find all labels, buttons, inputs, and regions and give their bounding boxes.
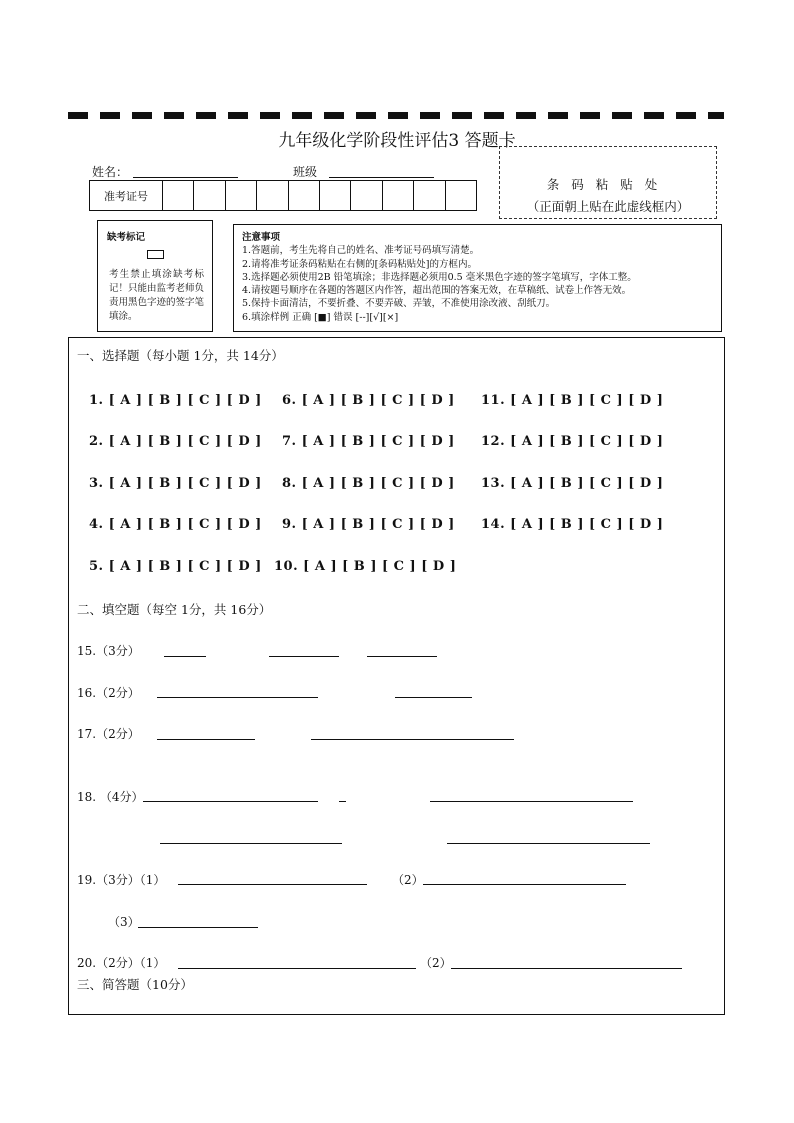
question-18-label: 18. （4分） [77, 790, 144, 804]
exam-id-cell[interactable] [383, 181, 414, 210]
choice-row[interactable] [282, 393, 455, 408]
choice-options[interactable]: [ A ] [ B ] [ C ] [ D ] [301, 476, 455, 491]
choice-row[interactable] [282, 476, 455, 491]
question-number: 1. [89, 393, 104, 408]
question-number: 7. [282, 434, 297, 449]
section-choice-heading: 一、选择题（每小题 1分，共 14分） [77, 348, 284, 363]
exam-id-table [89, 180, 477, 211]
choice-options[interactable]: [ A ] [ B ] [ C ] [ D ] [108, 393, 262, 408]
choice-options[interactable]: [ A ] [ B ] [ C ] [ D ] [108, 476, 262, 491]
choice-options[interactable]: [ A ] [ B ] [ C ] [ D ] [301, 434, 455, 449]
notice-panel [233, 224, 722, 332]
choice-options[interactable]: [ A ] [ B ] [ C ] [ D ] [510, 476, 664, 491]
answer-blank[interactable] [178, 884, 367, 885]
answer-blank[interactable] [157, 739, 255, 740]
exam-id-cell[interactable] [289, 181, 320, 210]
choice-row[interactable] [89, 559, 262, 574]
question-number: 4. [89, 517, 104, 532]
notice-item: 4.请按题号顺序在各题的答题区内作答，超出范围的答案无效，在草稿纸、试卷上作答无效。 [242, 285, 632, 297]
page-title: 九年级化学阶段性评估3 答题卡 [278, 131, 516, 151]
question-20-part2-label: （2） [420, 956, 452, 970]
answer-blank[interactable] [138, 927, 258, 928]
notice-item: 1.答题前，考生先将自己的姓名、准考证号码填写清楚。 [242, 245, 480, 257]
name-field[interactable] [133, 177, 238, 178]
exam-id-cell[interactable] [446, 181, 476, 210]
exam-id-cell[interactable] [414, 181, 445, 210]
question-number: 11. [481, 393, 506, 408]
question-number: 10. [274, 559, 299, 574]
question-number: 12. [481, 434, 506, 449]
answer-blank[interactable] [447, 843, 650, 844]
barcode-area [499, 146, 717, 219]
answer-blank[interactable] [157, 697, 318, 698]
barcode-heading: 条码粘贴处 [546, 177, 670, 192]
notice-item: 5.保持卡面清洁，不要折叠、不要弄破、弄皱，不准使用涂改液、刮纸刀。 [242, 298, 556, 310]
choice-options[interactable]: [ A ] [ B ] [ C ] [ D ] [108, 559, 262, 574]
class-label: 班级 [293, 165, 318, 179]
choice-options[interactable]: [ A ] [ B ] [ C ] [ D ] [510, 517, 664, 532]
question-19-part2-label: （2） [392, 873, 424, 887]
notice-item: 2.请将准考证条码粘贴在右侧的[条码粘贴处]的方框内。 [242, 258, 477, 270]
exam-id-cell[interactable] [163, 181, 194, 210]
section-short-answer-heading: 三、简答题（10分） [77, 977, 193, 992]
choice-options[interactable]: [ A ] [ B ] [ C ] [ D ] [108, 517, 262, 532]
question-19-part3-label: （3） [108, 915, 140, 929]
choice-options[interactable]: [ A ] [ B ] [ C ] [ D ] [301, 393, 455, 408]
exam-id-cell[interactable] [194, 181, 225, 210]
choice-row[interactable] [274, 559, 456, 574]
choice-options[interactable]: [ A ] [ B ] [ C ] [ D ] [301, 517, 455, 532]
choice-row[interactable] [282, 517, 455, 532]
answer-blank[interactable] [269, 656, 339, 657]
choice-options[interactable]: [ A ] [ B ] [ C ] [ D ] [510, 434, 664, 449]
question-15-label: 15.（3分） [77, 644, 140, 658]
exam-id-cell[interactable] [257, 181, 288, 210]
choice-row[interactable] [481, 434, 663, 449]
answer-blank[interactable] [160, 843, 342, 844]
question-number: 13. [481, 476, 506, 491]
answer-blank[interactable] [395, 697, 472, 698]
question-number: 14. [481, 517, 506, 532]
name-label: 姓名： [92, 165, 129, 179]
notice-item: 6.填涂样例 正确 [■] 错误 [--][√][×] [242, 311, 399, 323]
section-fill-heading: 二、填空题（每空 1分，共 16分） [77, 602, 272, 617]
answer-blank[interactable] [423, 884, 626, 885]
choice-row[interactable] [481, 517, 663, 532]
choice-row[interactable] [89, 517, 262, 532]
dashed-border-top [68, 112, 724, 119]
choice-row[interactable] [481, 393, 663, 408]
question-number: 5. [89, 559, 104, 574]
absent-mark-box[interactable] [147, 250, 164, 259]
answer-blank[interactable] [178, 968, 416, 969]
answer-blank[interactable] [339, 801, 346, 802]
class-field[interactable] [329, 177, 434, 178]
answer-blank[interactable] [367, 656, 437, 657]
answer-blank[interactable] [311, 739, 514, 740]
choice-row[interactable] [89, 476, 262, 491]
question-20-label: 20.（2分）（1） [77, 956, 166, 970]
exam-id-cell[interactable] [226, 181, 257, 210]
answer-blank[interactable] [164, 656, 206, 657]
choice-row[interactable] [89, 393, 262, 408]
question-number: 8. [282, 476, 297, 491]
question-16-label: 16.（2分） [77, 686, 140, 700]
notice-item: 3.选择题必须使用2B 铅笔填涂；非选择题必须用0.5 毫米黑色字迹的签字笔填写，字体工整。 [242, 271, 637, 283]
choice-row[interactable] [481, 476, 663, 491]
exam-id-cell[interactable] [320, 181, 351, 210]
choice-row[interactable] [282, 434, 455, 449]
question-number: 6. [282, 393, 297, 408]
exam-id-label: 准考证号 [90, 181, 163, 210]
question-number: 2. [89, 434, 104, 449]
question-19-label: 19.（3分）（1） [77, 873, 166, 887]
answer-blank[interactable] [143, 801, 318, 802]
question-17-label: 17.（2分） [77, 727, 140, 741]
question-number: 3. [89, 476, 104, 491]
absent-mark-panel [97, 220, 213, 332]
notice-heading: 注意事项 [242, 232, 281, 243]
absent-mark-text: 考生禁止填涂缺考标记！只能由监考老师负责用黑色字迹的签字笔填涂。 [109, 269, 205, 322]
barcode-instruction: （正面朝上贴在此虚线框内） [526, 199, 690, 214]
choice-row[interactable] [89, 434, 262, 449]
answer-blank[interactable] [451, 968, 682, 969]
absent-mark-heading: 缺考标记 [107, 232, 146, 243]
choice-options[interactable]: [ A ] [ B ] [ C ] [ D ] [108, 434, 262, 449]
choice-options[interactable]: [ A ] [ B ] [ C ] [ D ] [303, 559, 457, 574]
answer-blank[interactable] [430, 801, 633, 802]
exam-id-cell[interactable] [351, 181, 382, 210]
question-number: 9. [282, 517, 297, 532]
choice-options[interactable]: [ A ] [ B ] [ C ] [ D ] [510, 393, 664, 408]
